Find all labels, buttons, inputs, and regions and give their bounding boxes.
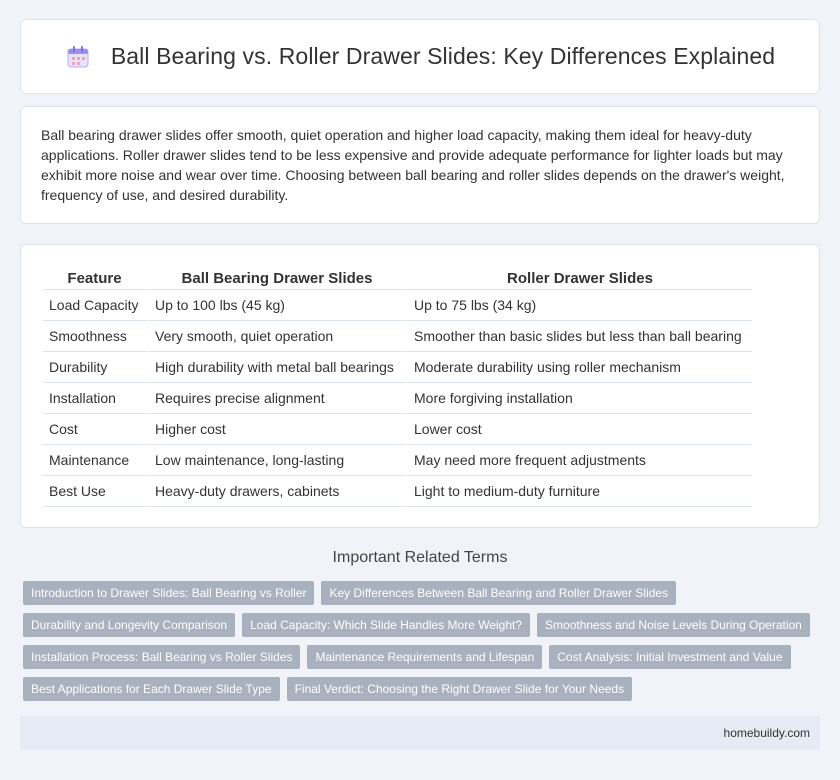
cell-ball-bearing: Very smooth, quiet operation (146, 321, 405, 352)
table-row (43, 352, 752, 383)
table-header-row (43, 265, 752, 290)
related-term-tag[interactable]: Durability and Longevity Comparison (23, 613, 235, 637)
related-terms-title: Important Related Terms (332, 549, 508, 566)
related-term-tag[interactable]: Final Verdict: Choosing the Right Drawer Slide for Your Needs (287, 677, 633, 701)
cell-ball-bearing: Requires precise alignment (146, 383, 405, 414)
cell-roller: Light to medium-duty furniture (405, 476, 752, 507)
table-row (43, 476, 752, 507)
cell-roller: May need more frequent adjustments (405, 445, 752, 476)
calendar-icon (65, 44, 91, 70)
header (65, 43, 775, 70)
header-card (20, 19, 820, 94)
cell-roller: Lower cost (405, 414, 752, 445)
related-term-tag[interactable]: Smoothness and Noise Levels During Operation (537, 613, 810, 637)
table-row (43, 290, 752, 321)
related-term-tag[interactable]: Key Differences Between Ball Bearing and Roller Drawer Slides (321, 581, 676, 605)
table-body (43, 290, 752, 507)
table-row (43, 414, 752, 445)
table-row (43, 321, 752, 352)
cell-feature: Installation (43, 383, 146, 414)
footer (20, 716, 820, 750)
related-term-tag[interactable]: Introduction to Drawer Slides: Ball Bearing vs Roller (23, 581, 314, 605)
cell-feature: Cost (43, 414, 146, 445)
cell-roller: Up to 75 lbs (34 kg) (405, 290, 752, 321)
page-title: Ball Bearing vs. Roller Drawer Slides: Key Differences Explained (110, 43, 776, 69)
column-header-feature: Feature (43, 265, 146, 290)
related-term-tag[interactable]: Maintenance Requirements and Lifespan (307, 645, 542, 669)
cell-roller: Moderate durability using roller mechanism (405, 352, 752, 383)
related-term-tag[interactable]: Cost Analysis: Initial Investment and Value (549, 645, 790, 669)
comparison-table (43, 265, 752, 507)
intro-card (20, 106, 820, 224)
cell-ball-bearing: Heavy-duty drawers, cabinets (146, 476, 405, 507)
intro-text: Ball bearing drawer slides offer smooth, quiet operation and higher load capacity, making them ideal for heavy-duty applications. Roller drawer slides tend to be less expensive and provide adequate performance for lighter loads but may exhibit more noise and wear over time. Choosing between ball bearing and roller slides depends on the drawer's weight, frequency of use, and desired durability. (41, 127, 785, 203)
cell-feature: Load Capacity (43, 290, 146, 321)
footer-site-link[interactable]: homebuildy.com (723, 726, 810, 740)
related-term-tag[interactable]: Installation Process: Ball Bearing vs Roller Slides (23, 645, 300, 669)
cell-roller: Smoother than basic slides but less than ball bearing (405, 321, 752, 352)
column-header-roller: Roller Drawer Slides (405, 265, 752, 290)
related-terms-tags (23, 581, 813, 701)
cell-roller: More forgiving installation (405, 383, 752, 414)
related-term-tag[interactable]: Load Capacity: Which Slide Handles More Weight? (242, 613, 530, 637)
related-term-tag[interactable]: Best Applications for Each Drawer Slide Type (23, 677, 280, 701)
cell-feature: Durability (43, 352, 146, 383)
cell-feature: Best Use (43, 476, 146, 507)
cell-feature: Smoothness (43, 321, 146, 352)
cell-ball-bearing: Low maintenance, long-lasting (146, 445, 405, 476)
column-header-ball-bearing: Ball Bearing Drawer Slides (146, 265, 405, 290)
cell-feature: Maintenance (43, 445, 146, 476)
table-row (43, 445, 752, 476)
cell-ball-bearing: Higher cost (146, 414, 405, 445)
cell-ball-bearing: Up to 100 lbs (45 kg) (146, 290, 405, 321)
table-row (43, 383, 752, 414)
cell-ball-bearing: High durability with metal ball bearings (146, 352, 405, 383)
comparison-card (20, 244, 820, 528)
